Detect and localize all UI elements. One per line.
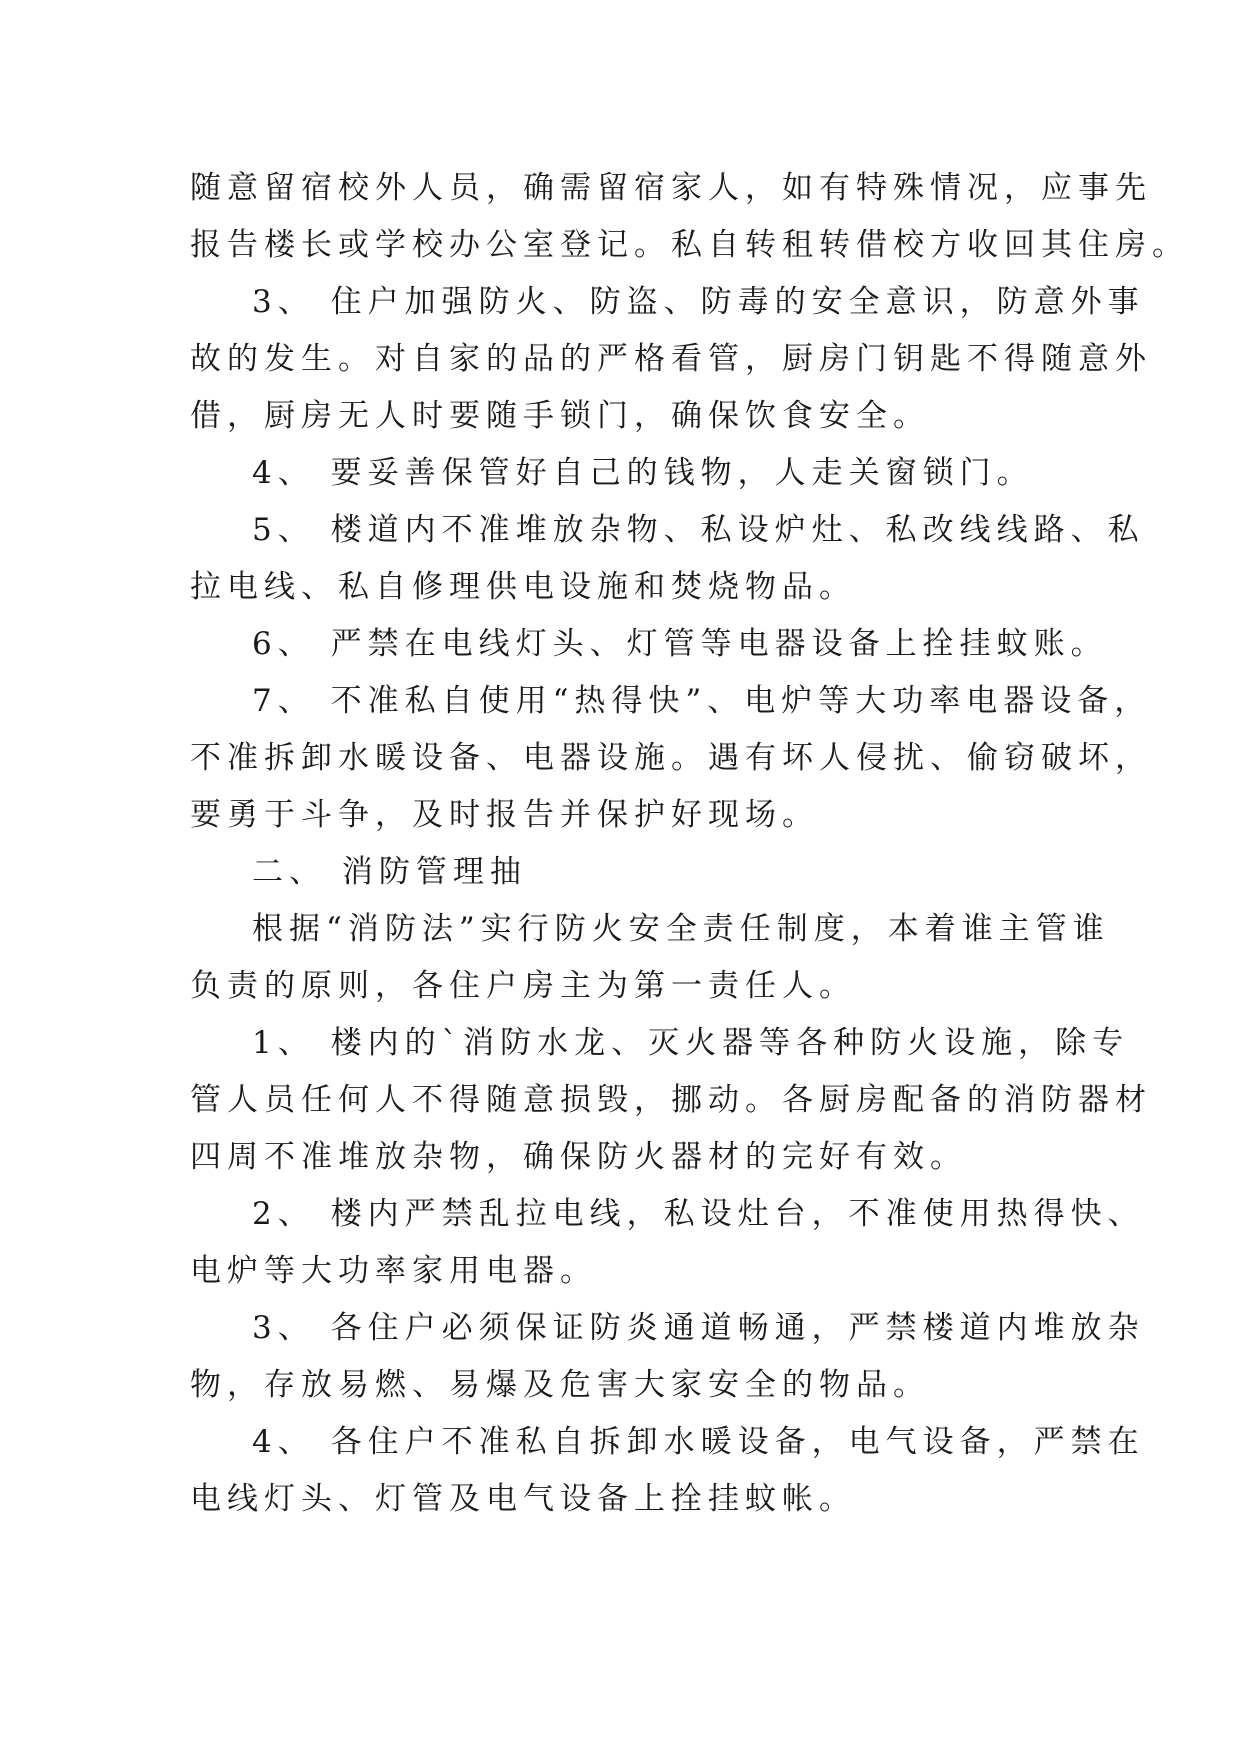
text-line: 拉电线、私自修理供电设施和焚烧物品。	[190, 569, 856, 605]
list-item-3b: 3、 各住户必须保证防炎通道畅通，严禁楼道内堆放杂	[252, 1310, 1145, 1346]
text-line: 借，厨房无人时要随手锁门，确保饮食安全。	[190, 398, 930, 434]
list-item-3: 3、 住户加强防火、防盗、防毒的安全意识，防意外事	[252, 284, 1145, 320]
text-line: 要勇于斗争，及时报告并保护好现场。	[190, 797, 819, 833]
text-line: 负责的原则，各住户房主为第一责任人。	[190, 968, 856, 1004]
text-line: 物，存放易燃、易爆及危害大家安全的物品。	[190, 1367, 930, 1403]
document-body	[190, 160, 1189, 1528]
list-item-7: 7、 不准私自使用“热得快”、电炉等大功率电器设备，	[252, 683, 1152, 719]
text-line: 电炉等大功率家用电器。	[190, 1253, 597, 1289]
text-line: 电线灯头、灯管及电气设备上拴挂蚊帐。	[190, 1481, 856, 1517]
text-line: 故的发生。对自家的品的严格看管，厨房门钥匙不得随意外	[190, 341, 1152, 377]
list-item-1: 1、 楼内的`消防水龙、灭火器等各种防火设施，除专	[252, 1025, 1130, 1061]
list-item-2: 2、 楼内严禁乱拉电线，私设灶台，不准使用热得快、	[252, 1196, 1145, 1232]
list-item-4b: 4、 各住户不准私自拆卸水暖设备，电气设备，严禁在	[252, 1424, 1145, 1460]
text-line: 报告楼长或学校办公室登记。私自转租转借校方收回其住房。	[190, 227, 1189, 263]
text-line: 四周不准堆放杂物，确保防火器材的完好有效。	[190, 1139, 967, 1175]
text-line: 随意留宿校外人员，确需留宿家人，如有特殊情况，应事先	[190, 170, 1152, 206]
text-line: 管人员任何人不得随意损毁，挪动。各厨房配备的消防器材	[190, 1082, 1152, 1118]
list-item-6: 6、 严禁在电线灯头、灯管等电器设备上拴挂蚊账。	[252, 626, 1108, 662]
paragraph-start: 根据“消防法”实行防火安全责任制度，本着谁主管谁	[252, 911, 1110, 947]
text-line: 不准拆卸水暖设备、电器设施。遇有坏人侵扰、偷窃破坏，	[190, 740, 1152, 776]
section-heading: 二、 消防管理抽	[252, 854, 527, 890]
list-item-4: 4、 要妥善保管好自己的钱物，人走关窗锁门。	[252, 455, 1034, 491]
list-item-5: 5、 楼道内不准堆放杂物、私设炉灶、私改线线路、私	[252, 512, 1145, 548]
